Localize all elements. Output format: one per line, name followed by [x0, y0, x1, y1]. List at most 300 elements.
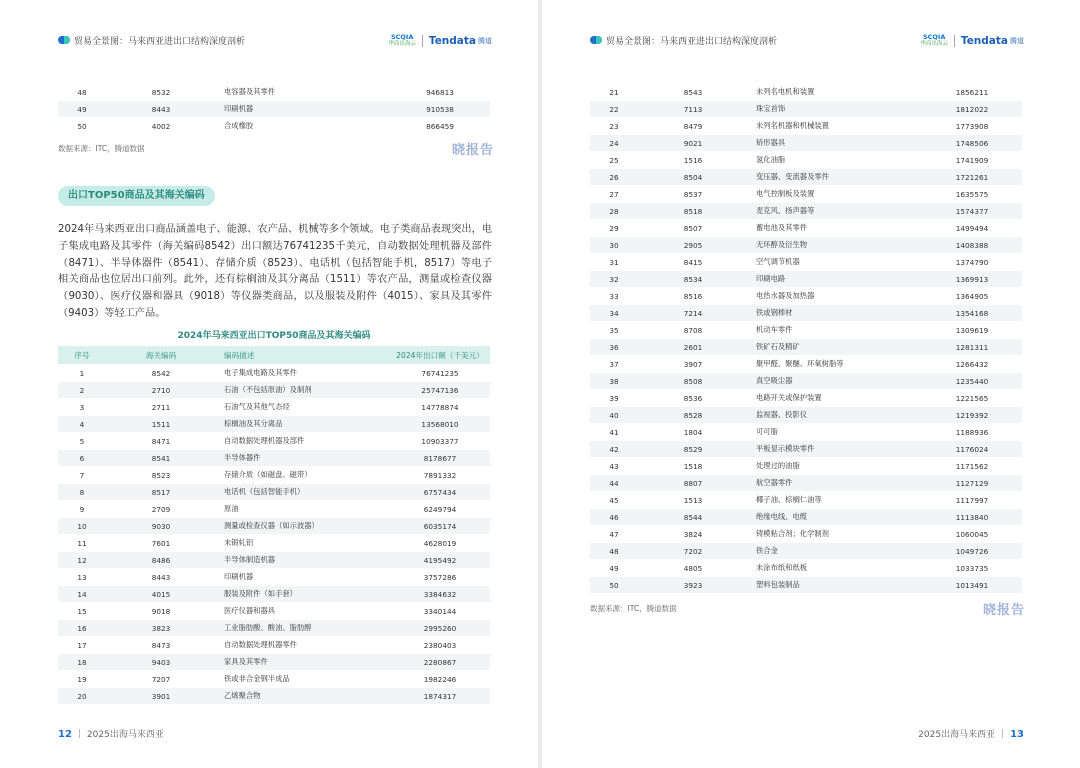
cell-rank: 3	[58, 399, 106, 416]
cell-code: 4002	[106, 118, 216, 135]
cell-code: 8471	[106, 433, 216, 450]
cell-rank: 31	[590, 254, 638, 271]
cell-value: 1748506	[922, 135, 1022, 152]
cell-rank: 1	[58, 365, 106, 382]
cell-value: 1176024	[922, 441, 1022, 458]
table-row	[58, 484, 490, 501]
header-logos	[920, 32, 1024, 50]
cell-rank: 50	[590, 577, 638, 594]
cell-desc: 石油气及其他气态烃	[216, 399, 390, 416]
cell-desc: 电热水器及加热器	[748, 288, 922, 305]
cell-value: 1499494	[922, 220, 1022, 237]
cell-value: 1235440	[922, 373, 1022, 390]
cell-desc: 工业脂肪酸、酸油、脂肪醇	[216, 620, 390, 637]
cell-code: 8532	[106, 84, 216, 101]
cell-rank: 38	[590, 373, 638, 390]
cell-rank: 7	[58, 467, 106, 484]
header-logos	[388, 32, 492, 50]
cell-code: 8543	[638, 84, 748, 101]
cell-desc: 变压器、变流器及零件	[748, 169, 922, 186]
cell-value: 866459	[390, 118, 490, 135]
cell-rank: 21	[590, 84, 638, 101]
cell-value: 2280867	[390, 654, 490, 671]
header-pill-icon	[58, 36, 70, 44]
cell-value: 1309619	[922, 322, 1022, 339]
cell-value: 4195492	[390, 552, 490, 569]
cell-rank: 48	[58, 84, 106, 101]
cell-code: 8518	[638, 203, 748, 220]
cell-desc: 原油	[216, 501, 390, 518]
header-title: 贸易全景图：马来西亚进出口结构深度剖析	[74, 37, 246, 47]
tendata-logo: Tendata 腾道	[428, 35, 492, 47]
cell-value: 1221565	[922, 390, 1022, 407]
cell-code: 2905	[638, 237, 748, 254]
cell-value: 1856211	[922, 84, 1022, 101]
logo-divider	[422, 35, 423, 47]
scqia-logo: SCQIA 华商出海云	[920, 33, 948, 47]
table-row	[590, 84, 1022, 101]
cell-rank: 2	[58, 382, 106, 399]
cell-code: 8529	[638, 441, 748, 458]
cell-value: 25747136	[390, 382, 490, 399]
table-row	[590, 407, 1022, 424]
table-row	[590, 475, 1022, 492]
table-row	[58, 688, 490, 705]
cell-code: 7601	[106, 535, 216, 552]
table-row	[590, 577, 1022, 594]
cell-rank: 11	[58, 535, 106, 552]
cell-rank: 33	[590, 288, 638, 305]
table-row	[590, 509, 1022, 526]
header-pill-icon	[590, 36, 602, 44]
cell-value: 2995260	[390, 620, 490, 637]
cell-desc: 电路开关或保护装置	[748, 390, 922, 407]
cell-desc: 服装及附件（如手套）	[216, 586, 390, 603]
table-row	[58, 118, 490, 135]
cell-desc: 氢化油脂	[748, 152, 922, 169]
cell-code: 8443	[106, 569, 216, 586]
cell-rank: 23	[590, 118, 638, 135]
section-paragraph: 2024年马来西亚出口商品涵盖电子、能源、农产品、机械等多个领域。电子类商品表现突出，电子集成电路及其零件（海关编码8542）出口额达76741235千美元，自动数据处理机器及部件（8471）、半导体器件（8541）、存储介质（8523）、电话机（包括智能手机，8517）等电子相关商品也位居出口前列。此外，还有棕榈油及其分离品（1511）等农产品，测量或检查仪器（9030）、医疗仪器和器具（9018）等仪器类商品，以及服装及附件（4015）、家具及其零件（9403）等轻工产品。	[58, 224, 492, 319]
cell-rank: 44	[590, 475, 638, 492]
col-header-code: 海关编码	[106, 346, 216, 365]
cell-rank: 10	[58, 518, 106, 535]
cell-rank: 6	[58, 450, 106, 467]
cell-desc: 自动数据处理机器零件	[216, 637, 390, 654]
cell-value: 14778874	[390, 399, 490, 416]
table-row	[58, 620, 490, 637]
export-top50-table-continued	[590, 84, 1022, 594]
cell-code: 9018	[106, 603, 216, 620]
cell-value: 13568010	[390, 416, 490, 433]
cell-rank: 30	[590, 237, 638, 254]
cell-desc: 石油（不包括原油）及制剂	[216, 382, 390, 399]
cell-rank: 20	[58, 688, 106, 705]
cell-value: 1281311	[922, 339, 1022, 356]
scqia-logo: SCQIA 华商出海云	[388, 33, 416, 47]
cell-value: 8178677	[390, 450, 490, 467]
cell-code: 1513	[638, 492, 748, 509]
cell-rank: 40	[590, 407, 638, 424]
cell-desc: 电话机（包括智能手机）	[216, 484, 390, 501]
table-row	[58, 467, 490, 484]
page-number: 13	[1010, 729, 1024, 740]
cell-value: 1266432	[922, 356, 1022, 373]
table-row	[590, 390, 1022, 407]
table-row	[58, 450, 490, 467]
cell-rank: 45	[590, 492, 638, 509]
cell-code: 3907	[638, 356, 748, 373]
cell-code: 9403	[106, 654, 216, 671]
cell-rank: 39	[590, 390, 638, 407]
cell-desc: 铁或钢棒材	[748, 305, 922, 322]
cell-rank: 19	[58, 671, 106, 688]
cell-desc: 铸模粘合剂；化学制剂	[748, 526, 922, 543]
cell-desc: 棕榈油及其分离品	[216, 416, 390, 433]
cell-value: 1013491	[922, 577, 1022, 594]
cell-code: 2710	[106, 382, 216, 399]
cell-code: 8443	[106, 101, 216, 118]
cell-value: 1408388	[922, 237, 1022, 254]
cell-desc: 绝缘电线、电缆	[748, 509, 922, 526]
cell-rank: 5	[58, 433, 106, 450]
cell-rank: 15	[58, 603, 106, 620]
cell-code: 8504	[638, 169, 748, 186]
cell-desc: 矫形器具	[748, 135, 922, 152]
cell-code: 4015	[106, 586, 216, 603]
table-row	[58, 586, 490, 603]
data-source-note: 数据来源：ITC，腾道数据	[58, 144, 145, 153]
table-row	[58, 671, 490, 688]
cell-value: 2380403	[390, 637, 490, 654]
cell-desc: 塑料包装制品	[748, 577, 922, 594]
cell-value: 6035174	[390, 518, 490, 535]
cell-code: 2601	[638, 339, 748, 356]
cell-desc: 未列名电机和装置	[748, 84, 922, 101]
export-table-continued	[58, 84, 490, 135]
table-row	[590, 356, 1022, 373]
cell-desc: 印刷机器	[216, 569, 390, 586]
cell-value: 1354168	[922, 305, 1022, 322]
cell-code: 8537	[638, 186, 748, 203]
cell-code: 7214	[638, 305, 748, 322]
cell-code: 8516	[638, 288, 748, 305]
cell-desc: 可可脂	[748, 424, 922, 441]
cell-value: 1741909	[922, 152, 1022, 169]
cell-desc: 机动车零件	[748, 322, 922, 339]
cell-code: 3923	[638, 577, 748, 594]
cell-rank: 36	[590, 339, 638, 356]
cell-desc: 珠宝首饰	[748, 101, 922, 118]
cell-desc: 半导体制造机器	[216, 552, 390, 569]
cell-value: 1033735	[922, 560, 1022, 577]
cell-desc: 乙烯聚合物	[216, 688, 390, 705]
table-row	[590, 237, 1022, 254]
cell-value: 1982246	[390, 671, 490, 688]
table-row	[58, 603, 490, 620]
table-row	[590, 101, 1022, 118]
table-row	[590, 543, 1022, 560]
cell-desc: 蓄电池及其零件	[748, 220, 922, 237]
section-title: 出口TOP50商品及其海关编码	[58, 186, 215, 206]
table-row	[58, 382, 490, 399]
page-header	[590, 32, 1024, 52]
table-row	[58, 637, 490, 654]
data-source-note: 数据来源：ITC，腾道数据	[590, 604, 677, 613]
page-footer	[918, 727, 1024, 740]
cell-code: 2709	[106, 501, 216, 518]
cell-code: 8523	[106, 467, 216, 484]
cell-value: 1171562	[922, 458, 1022, 475]
cell-code: 3824	[638, 526, 748, 543]
cell-code: 8415	[638, 254, 748, 271]
cell-rank: 50	[58, 118, 106, 135]
cell-value: 3384632	[390, 586, 490, 603]
watermark-logo: 晓报告	[452, 143, 495, 158]
cell-code: 7202	[638, 543, 748, 560]
cell-desc: 真空吸尘器	[748, 373, 922, 390]
table-row	[58, 654, 490, 671]
watermark-logo: 晓报告	[983, 603, 1026, 618]
cell-code: 8544	[638, 509, 748, 526]
cell-code: 8708	[638, 322, 748, 339]
cell-value: 7891332	[390, 467, 490, 484]
cell-value: 6249794	[390, 501, 490, 518]
cell-desc: 存储介质（如磁盘、磁带）	[216, 467, 390, 484]
cell-value: 1812022	[922, 101, 1022, 118]
cell-code: 9030	[106, 518, 216, 535]
cell-desc: 电容器及其零件	[216, 84, 390, 101]
cell-value: 1188936	[922, 424, 1022, 441]
cell-rank: 37	[590, 356, 638, 373]
table-row	[58, 101, 490, 118]
cell-rank: 8	[58, 484, 106, 501]
export-top50-table	[58, 346, 490, 705]
cell-value: 10903377	[390, 433, 490, 450]
cell-rank: 4	[58, 416, 106, 433]
cell-code: 8508	[638, 373, 748, 390]
cell-code: 1516	[638, 152, 748, 169]
cell-desc: 麦克风、扬声器等	[748, 203, 922, 220]
cell-value: 1127129	[922, 475, 1022, 492]
table-row	[590, 492, 1022, 509]
cell-code: 8542	[106, 365, 216, 382]
cell-desc: 医疗仪器和器具	[216, 603, 390, 620]
page-number: 12	[58, 729, 72, 740]
cell-code: 7207	[106, 671, 216, 688]
cell-value: 1374790	[922, 254, 1022, 271]
cell-rank: 22	[590, 101, 638, 118]
table-row	[590, 254, 1022, 271]
table-row	[590, 118, 1022, 135]
cell-value: 4628019	[390, 535, 490, 552]
col-header-value: 2024年出口额（千美元）	[390, 346, 490, 365]
cell-rank: 42	[590, 441, 638, 458]
cell-code: 8507	[638, 220, 748, 237]
table-row	[590, 322, 1022, 339]
cell-rank: 13	[58, 569, 106, 586]
cell-value: 1369913	[922, 271, 1022, 288]
cell-code: 3823	[106, 620, 216, 637]
cell-desc: 未锻轧铝	[216, 535, 390, 552]
cell-rank: 27	[590, 186, 638, 203]
table-row	[58, 399, 490, 416]
table-row	[58, 535, 490, 552]
cell-value: 1049726	[922, 543, 1022, 560]
table-row	[590, 560, 1022, 577]
col-header-desc: 编码描述	[216, 346, 390, 365]
cell-desc: 自动数据处理机器及部件	[216, 433, 390, 450]
col-header-rank: 序号	[58, 346, 106, 365]
cell-code: 7113	[638, 101, 748, 118]
cell-rank: 18	[58, 654, 106, 671]
cell-code: 8473	[106, 637, 216, 654]
footer-text: 2025出海马来西亚	[918, 730, 996, 740]
table-row	[590, 339, 1022, 356]
cell-value: 3340144	[390, 603, 490, 620]
table-row	[58, 552, 490, 569]
footer-text: 2025出海马来西亚	[86, 730, 164, 740]
table-row	[590, 186, 1022, 203]
cell-desc: 铁或非合金钢半成品	[216, 671, 390, 688]
cell-code: 8486	[106, 552, 216, 569]
cell-rank: 41	[590, 424, 638, 441]
table-row	[58, 365, 490, 382]
cell-value: 946813	[390, 84, 490, 101]
cell-code: 8528	[638, 407, 748, 424]
table-row	[590, 169, 1022, 186]
cell-value: 1721261	[922, 169, 1022, 186]
cell-desc: 监视器、投影仪	[748, 407, 922, 424]
cell-desc: 测量或检查仪器（如示波器）	[216, 518, 390, 535]
table-row	[590, 152, 1022, 169]
cell-value: 910538	[390, 101, 490, 118]
cell-rank: 32	[590, 271, 638, 288]
table-row	[58, 84, 490, 101]
table-row	[590, 271, 1022, 288]
table-row	[590, 203, 1022, 220]
cell-rank: 35	[590, 322, 638, 339]
cell-desc: 合成橡胶	[216, 118, 390, 135]
table-row	[590, 220, 1022, 237]
page-header	[58, 32, 492, 52]
table-row	[590, 458, 1022, 475]
cell-rank: 49	[58, 101, 106, 118]
cell-desc: 铁合金	[748, 543, 922, 560]
cell-code: 1804	[638, 424, 748, 441]
cell-rank: 9	[58, 501, 106, 518]
cell-code: 1511	[106, 416, 216, 433]
table-title: 2024年马来西亚出口TOP50商品及其海关编码	[177, 331, 371, 341]
cell-code: 8536	[638, 390, 748, 407]
table-row	[58, 416, 490, 433]
page-footer	[58, 727, 164, 740]
cell-desc: 未涂布纸和纸板	[748, 560, 922, 577]
cell-desc: 铁矿石及精矿	[748, 339, 922, 356]
cell-code: 8517	[106, 484, 216, 501]
table-row	[58, 433, 490, 450]
cell-desc: 平板显示模块零件	[748, 441, 922, 458]
cell-desc: 半导体器件	[216, 450, 390, 467]
cell-desc: 航空器零件	[748, 475, 922, 492]
cell-value: 6757434	[390, 484, 490, 501]
cell-rank: 47	[590, 526, 638, 543]
table-row	[590, 288, 1022, 305]
cell-value: 1219392	[922, 407, 1022, 424]
table-row	[590, 373, 1022, 390]
cell-desc: 印刷电路	[748, 271, 922, 288]
cell-value: 3757286	[390, 569, 490, 586]
cell-rank: 25	[590, 152, 638, 169]
right-page	[542, 0, 1080, 768]
cell-rank: 34	[590, 305, 638, 322]
table-row	[590, 305, 1022, 322]
cell-code: 9021	[638, 135, 748, 152]
cell-rank: 46	[590, 509, 638, 526]
left-page	[0, 0, 538, 768]
table-row	[58, 501, 490, 518]
cell-code: 8479	[638, 118, 748, 135]
cell-desc: 椰子油、棕榈仁油等	[748, 492, 922, 509]
cell-desc: 无环醇及衍生物	[748, 237, 922, 254]
cell-desc: 家具及其零件	[216, 654, 390, 671]
cell-code: 8807	[638, 475, 748, 492]
cell-desc: 印刷机器	[216, 101, 390, 118]
cell-code: 8534	[638, 271, 748, 288]
logo-divider	[954, 35, 955, 47]
cell-value: 76741235	[390, 365, 490, 382]
cell-rank: 26	[590, 169, 638, 186]
header-title: 贸易全景图：马来西亚进出口结构深度剖析	[606, 37, 778, 47]
cell-desc: 空气调节机器	[748, 254, 922, 271]
cell-rank: 29	[590, 220, 638, 237]
table-row	[590, 526, 1022, 543]
cell-desc: 电气控制板及装置	[748, 186, 922, 203]
cell-code: 1518	[638, 458, 748, 475]
cell-desc: 聚甲醛、聚醚、环氧树脂等	[748, 356, 922, 373]
table-row	[590, 135, 1022, 152]
cell-value: 1060045	[922, 526, 1022, 543]
tendata-logo: Tendata 腾道	[960, 35, 1024, 47]
table-header-row	[58, 346, 490, 365]
cell-rank: 43	[590, 458, 638, 475]
cell-value: 1574377	[922, 203, 1022, 220]
cell-code: 4805	[638, 560, 748, 577]
cell-value: 1773908	[922, 118, 1022, 135]
cell-rank: 24	[590, 135, 638, 152]
cell-value: 1117997	[922, 492, 1022, 509]
cell-code: 2711	[106, 399, 216, 416]
table-row	[590, 424, 1022, 441]
table-row	[58, 518, 490, 535]
table-row	[58, 569, 490, 586]
cell-rank: 17	[58, 637, 106, 654]
cell-code: 3901	[106, 688, 216, 705]
cell-desc: 处理过的油脂	[748, 458, 922, 475]
cell-value: 1635575	[922, 186, 1022, 203]
cell-rank: 48	[590, 543, 638, 560]
cell-code: 8541	[106, 450, 216, 467]
cell-rank: 12	[58, 552, 106, 569]
cell-rank: 14	[58, 586, 106, 603]
cell-desc: 未列名机器和机械装置	[748, 118, 922, 135]
cell-rank: 28	[590, 203, 638, 220]
cell-rank: 49	[590, 560, 638, 577]
cell-value: 1874317	[390, 688, 490, 705]
cell-rank: 16	[58, 620, 106, 637]
cell-value: 1364905	[922, 288, 1022, 305]
table-row	[590, 441, 1022, 458]
